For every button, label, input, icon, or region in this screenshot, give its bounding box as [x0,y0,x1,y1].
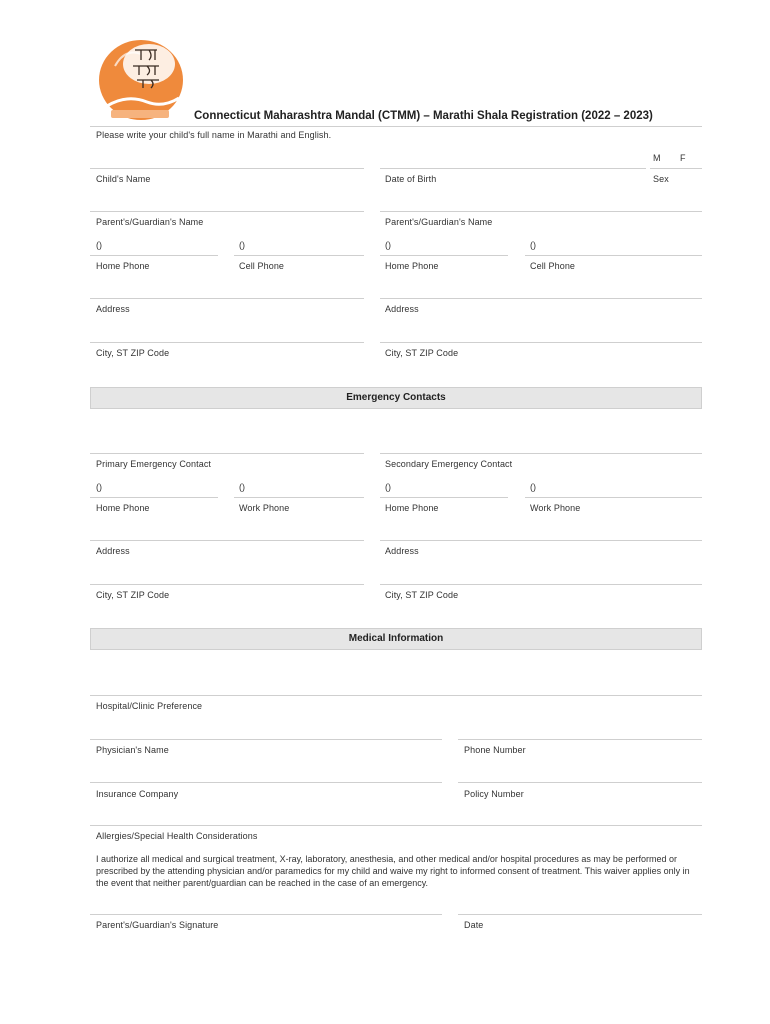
secondary-address-field[interactable] [380,540,702,541]
home-phone-label: Home Phone [385,261,439,271]
primary-work-phone-field[interactable] [234,497,364,498]
phone-area-paren: () [530,240,536,250]
sex-field[interactable] [650,168,702,169]
physician-field[interactable] [90,739,442,740]
sex-option-f[interactable]: F [680,153,686,163]
sex-label: Sex [653,174,669,184]
date-label: Date [464,920,484,930]
child-name-label: Child's Name [96,174,151,184]
sex-option-m[interactable]: M [653,153,661,163]
primary-city-field[interactable] [90,584,364,585]
insurance-field[interactable] [90,782,442,783]
emergency-section-header: Emergency Contacts [90,387,702,409]
city-label: City, ST ZIP Code [385,348,459,358]
policy-label: Policy Number [464,789,524,799]
allergies-label: Allergies/Special Health Considerations [96,831,258,841]
policy-field[interactable] [458,782,702,783]
guardian1-name-label: Parent's/Guardian's Name [96,217,204,227]
secondary-city-field[interactable] [380,584,702,585]
phone-area-paren: () [530,482,536,492]
guardian1-address-field[interactable] [90,298,364,299]
home-phone-label: Home Phone [96,503,150,513]
work-phone-label: Work Phone [530,503,581,513]
secondary-contact-field[interactable] [380,453,702,454]
phone-number-label: Phone Number [464,745,526,755]
guardian1-cell-phone-field[interactable] [234,255,364,256]
home-phone-label: Home Phone [385,503,439,513]
address-label: Address [96,304,130,314]
phone-area-paren: () [96,482,102,492]
guardian2-city-field[interactable] [380,342,702,343]
city-label: City, ST ZIP Code [96,348,170,358]
instructions-text: Please write your child's full name in Marathi and English. [96,130,332,140]
work-phone-label: Work Phone [239,503,290,513]
allergies-field[interactable] [90,825,702,826]
dob-field[interactable] [380,168,646,169]
guardian2-name-field[interactable] [380,211,702,212]
primary-address-field[interactable] [90,540,364,541]
ctmm-logo [97,36,189,122]
primary-contact-label: Primary Emergency Contact [96,459,212,469]
guardian2-name-label: Parent's/Guardian's Name [385,217,493,227]
phone-area-paren: () [96,240,102,250]
medical-section-header: Medical Information [90,628,702,650]
hospital-label: Hospital/Clinic Preference [96,701,203,711]
signature-label: Parent's/Guardian's Signature [96,920,219,930]
phone-area-paren: () [239,240,245,250]
child-name-field[interactable] [90,168,364,169]
secondary-work-phone-field[interactable] [525,497,702,498]
insurance-label: Insurance Company [96,789,179,799]
home-phone-label: Home Phone [96,261,150,271]
hospital-field[interactable] [90,695,702,696]
city-label: City, ST ZIP Code [96,590,170,600]
ctmm-logo-graphic [97,36,189,122]
authorization-text: I authorize all medical and surgical treatment, X-ray, laboratory, anesthesia, and other medical and/or hospital procedures as may be performed or prescribed by the attending physician and/or paramedics for my child and waive my right to informed consent of treatment. This waiver applies only in the event that neither parent/guardian can be reached in the case of an emergency. [96,854,690,888]
primary-home-phone-field[interactable] [90,497,218,498]
signature-field[interactable] [90,914,442,915]
address-label: Address [96,546,130,556]
cell-phone-label: Cell Phone [239,261,285,271]
cell-phone-label: Cell Phone [530,261,576,271]
phone-area-paren: () [385,482,391,492]
city-label: City, ST ZIP Code [385,590,459,600]
guardian2-cell-phone-field[interactable] [525,255,702,256]
phone-area-paren: () [239,482,245,492]
secondary-home-phone-field[interactable] [380,497,508,498]
address-label: Address [385,546,419,556]
guardian1-city-field[interactable] [90,342,364,343]
physician-phone-field[interactable] [458,739,702,740]
dob-label: Date of Birth [385,174,437,184]
guardian2-home-phone-field[interactable] [380,255,508,256]
secondary-contact-label: Secondary Emergency Contact [385,459,513,469]
address-label: Address [385,304,419,314]
phone-area-paren: () [385,240,391,250]
guardian2-address-field[interactable] [380,298,702,299]
guardian1-home-phone-field[interactable] [90,255,218,256]
primary-contact-field[interactable] [90,453,364,454]
date-field[interactable] [458,914,702,915]
form-title: Connecticut Maharashtra Mandal (CTMM) – Marathi Shala Registration (2022 – 2023) [194,110,653,122]
guardian1-name-field[interactable] [90,211,364,212]
title-rule [90,126,702,127]
physician-label: Physician's Name [96,745,169,755]
